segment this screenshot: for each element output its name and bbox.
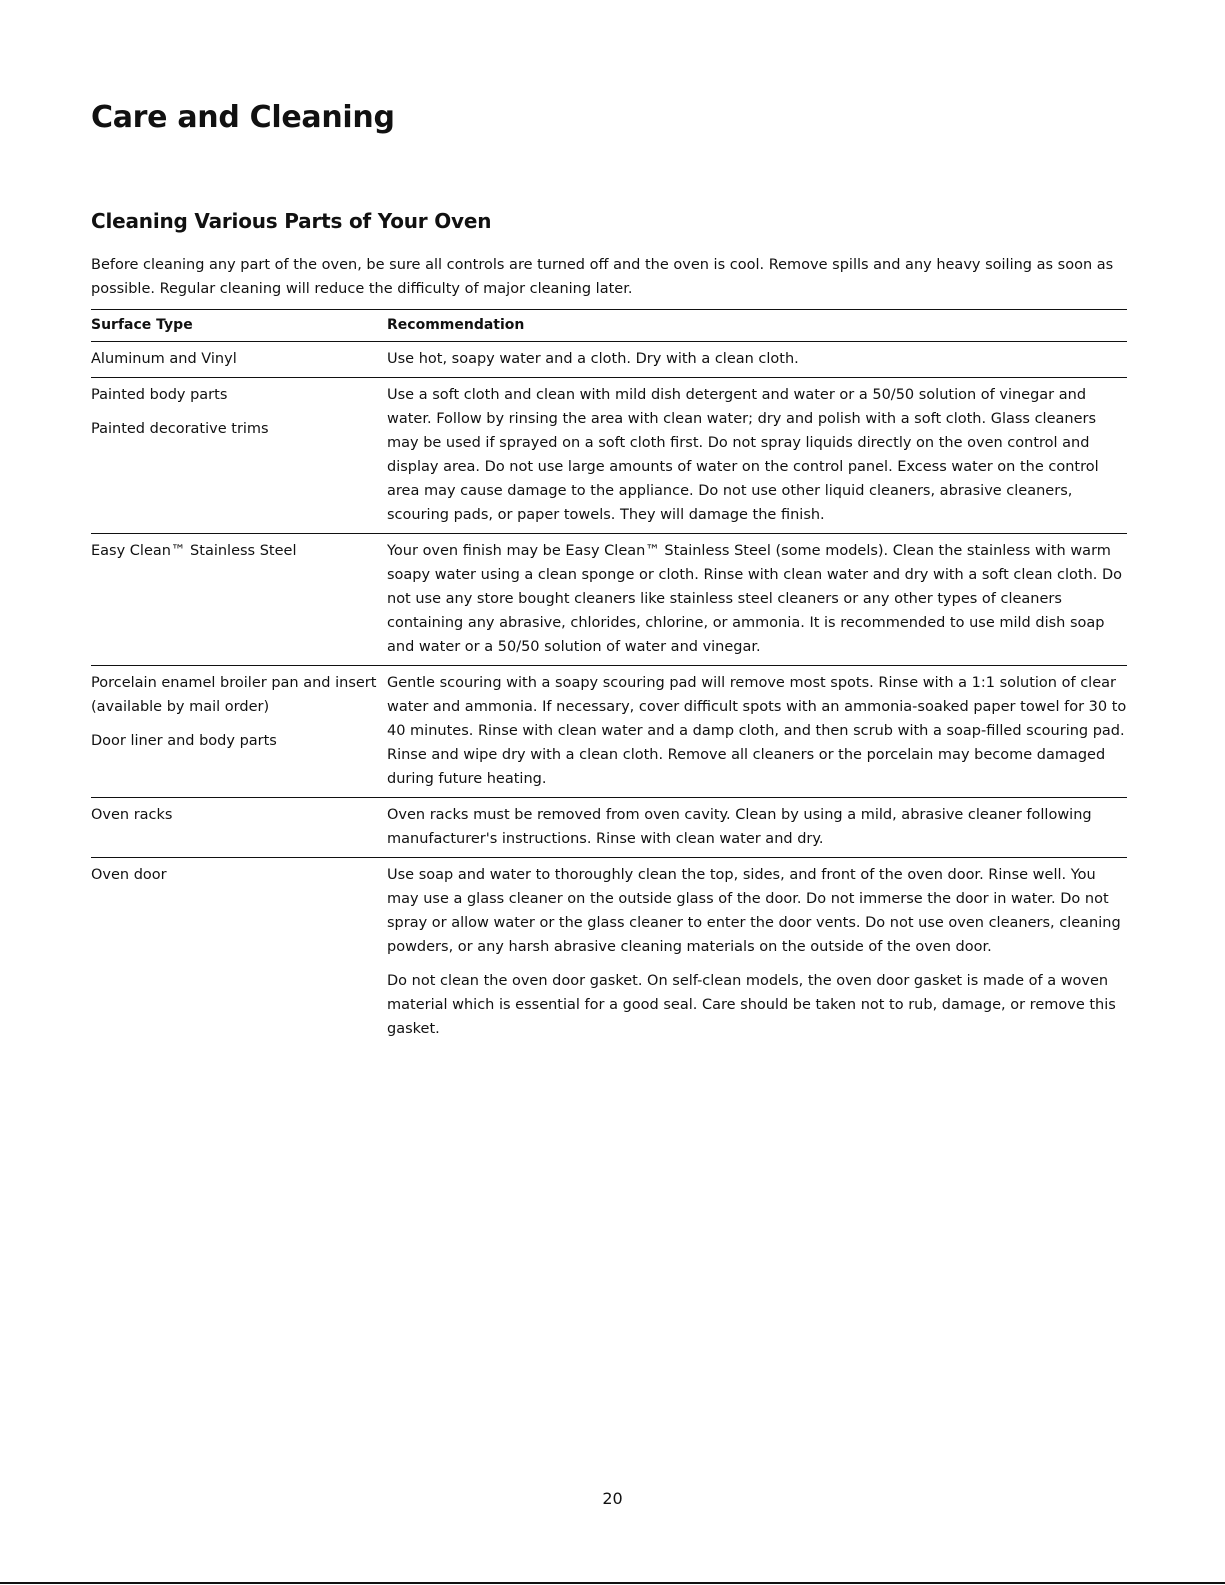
recommendation-text: Use hot, soapy water and a cloth. Dry with a clean cloth.: [387, 351, 799, 367]
surface-type: Oven door: [91, 867, 167, 883]
surface-type: Door liner and body parts: [91, 733, 277, 749]
surface-cell: [91, 798, 387, 858]
recommendation-text: Use a soft cloth and clean with mild dish detergent and water or a 50/50 solution of vinegar and water. Follow by rinsing the area with clean water; dry and polish with a soft cloth. Glass cleaners may be used if sprayed on a soft cloth first. Do not spray liquids directly on the oven control and display area. Do not use large amounts of water on the control panel. Excess water on the control area may cause damage to the appliance. Do not use other liquid cleaners, abrasive cleaners, scouring pads, or paper towels. They will damage the finish.: [387, 387, 1099, 523]
table-row: [91, 342, 1127, 378]
recommendation-cell: [387, 378, 1127, 534]
recommendation-cell: [387, 342, 1127, 378]
surface-cell: [91, 858, 387, 1048]
page-title: Care and Cleaning: [91, 100, 395, 135]
recommendation-header: Recommendation: [387, 310, 1127, 342]
recommendation-text: Use soap and water to thoroughly clean the top, sides, and front of the oven door. Rinse well. You may use a glass cleaner on the outside glass of the door. Do not immerse the door in water. Do not spray or allow water or the glass cleaner to enter the door vents. Do not use oven cleaners, cleaning powders, or any harsh abrasive cleaning materials on the outside of the oven door.: [387, 867, 1121, 955]
recommendation-text: Your oven finish may be Easy Clean™ Stainless Steel (some models). Clean the stainless with warm soapy water using a clean sponge or cloth. Rinse with clean water and dry with a soft clean cloth. Do not use any store bought cleaners like stainless steel cleaners or any other types of cleaners containing any abrasive, chlorides, chlorine, or ammonia. It is recommended to use mild dish soap and water or a 50/50 solution of water and vinegar.: [387, 543, 1123, 655]
recommendation-text: Gentle scouring with a soapy scouring pad will remove most spots. Rinse with a 1:1 solution of clear water and ammonia. If necessary, cover difficult spots with an ammonia-soaked paper towel for 30 to 40 minutes. Rinse with clean water and a damp cloth, and then scrub with a soap-filled scouring pad. Rinse and wipe dry with a clean cloth. Remove all cleaners or the porcelain may become damaged during future heating.: [387, 675, 1127, 787]
surface-cell: [91, 534, 387, 666]
surface-type: Porcelain enamel broiler pan and insert (available by mail order): [91, 675, 377, 715]
recommendation-cell: [387, 798, 1127, 858]
cleaning-table: [91, 309, 1127, 1047]
page-number: 20: [602, 1489, 623, 1508]
surface-type: Aluminum and Vinyl: [91, 351, 237, 367]
surface-type: Painted body parts: [91, 387, 228, 403]
surface-cell: [91, 666, 387, 798]
table-row: [91, 858, 1127, 1048]
intro-paragraph: Before cleaning any part of the oven, be sure all controls are turned off and the oven is cool. Remove spills and any heavy soiling as soon as possible. Regular cleaning will reduce the difficulty of major cleaning later.: [91, 257, 1114, 297]
recommendation-cell: [387, 858, 1127, 1048]
surface-type: Easy Clean™ Stainless Steel: [91, 543, 297, 559]
surface-type-header: Surface Type: [91, 310, 387, 342]
surface-cell: [91, 342, 387, 378]
surface-type: Painted decorative trims: [91, 421, 269, 437]
table-header-row: [91, 310, 1127, 342]
table-row: [91, 798, 1127, 858]
bottom-divider: [0, 1582, 1225, 1584]
table-row: [91, 378, 1127, 534]
surface-type: Oven racks: [91, 807, 173, 823]
table-row: [91, 666, 1127, 798]
section-title: Cleaning Various Parts of Your Oven: [91, 209, 492, 233]
recommendation-cell: [387, 534, 1127, 666]
recommendation-text: Do not clean the oven door gasket. On self-clean models, the oven door gasket is made of a woven material which is essential for a good seal. Care should be taken not to rub, damage, or remove this gasket.: [387, 973, 1116, 1037]
recommendation-cell: [387, 666, 1127, 798]
recommendation-text: Oven racks must be removed from oven cavity. Clean by using a mild, abrasive cleaner following manufacturer's instructions. Rinse with clean water and dry.: [387, 807, 1092, 847]
table-row: [91, 534, 1127, 666]
surface-cell: [91, 378, 387, 534]
